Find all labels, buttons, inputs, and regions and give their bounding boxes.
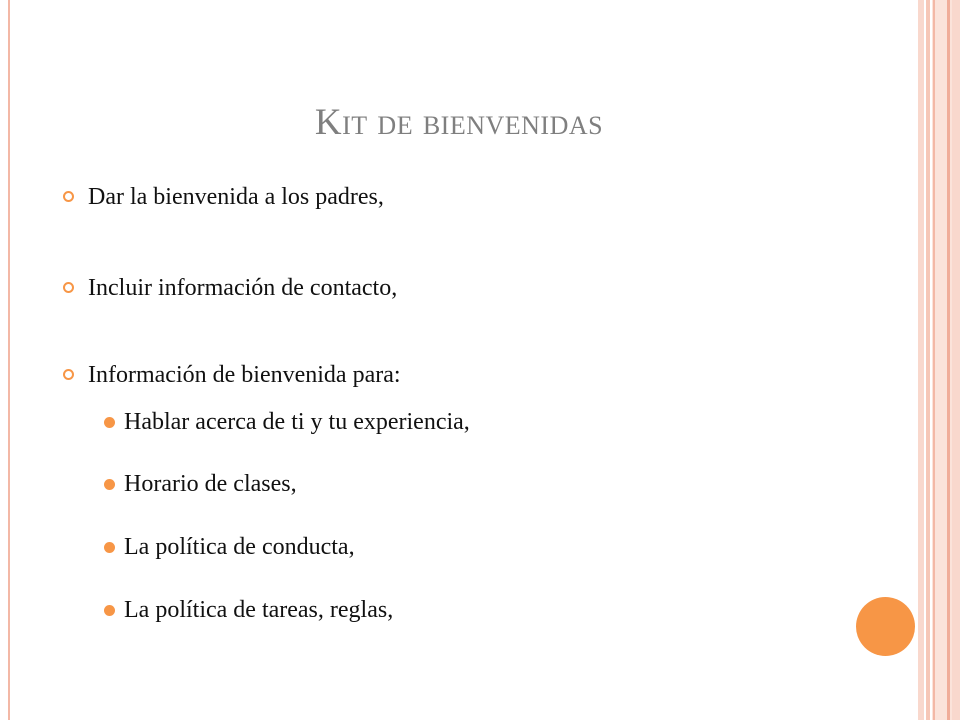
bullet-item: [88, 360, 401, 390]
bullet-item: [88, 273, 397, 303]
slide-title: Kit de bienvenidas: [314, 102, 604, 143]
sub-bullet-item: [124, 532, 355, 562]
right-decorative-band: [926, 0, 930, 720]
bullet-item-text: Incluir información de contacto,: [88, 275, 398, 301]
right-decorative-band: [952, 0, 960, 720]
ring-bullet-icon: [63, 369, 74, 380]
sub-bullet-item-text: La política de tareas, reglas,: [124, 597, 394, 623]
right-decorative-line: [933, 0, 935, 720]
ring-bullet-icon: [63, 191, 74, 202]
bullet-item-text: Dar la bienvenida a los padres,: [88, 184, 384, 210]
sub-bullet-item: [124, 407, 470, 437]
sub-bullet-item: [124, 595, 393, 625]
dot-bullet-icon: [104, 542, 115, 553]
decorative-circle: [856, 597, 915, 656]
ring-bullet-icon: [63, 282, 74, 293]
bullet-item-text: Información de bienvenida para:: [88, 362, 401, 388]
sub-bullet-item-text: Horario de clases,: [124, 471, 297, 497]
right-decorative-line: [947, 0, 950, 720]
dot-bullet-icon: [104, 479, 115, 490]
sub-bullet-item-text: La política de conducta,: [124, 534, 355, 560]
right-decorative-band: [918, 0, 924, 720]
sub-bullet-item: [124, 469, 297, 499]
dot-bullet-icon: [104, 605, 115, 616]
sub-bullet-item-text: Hablar acerca de ti y tu experiencia,: [124, 409, 470, 435]
dot-bullet-icon: [104, 417, 115, 428]
bullet-item: [88, 182, 384, 212]
